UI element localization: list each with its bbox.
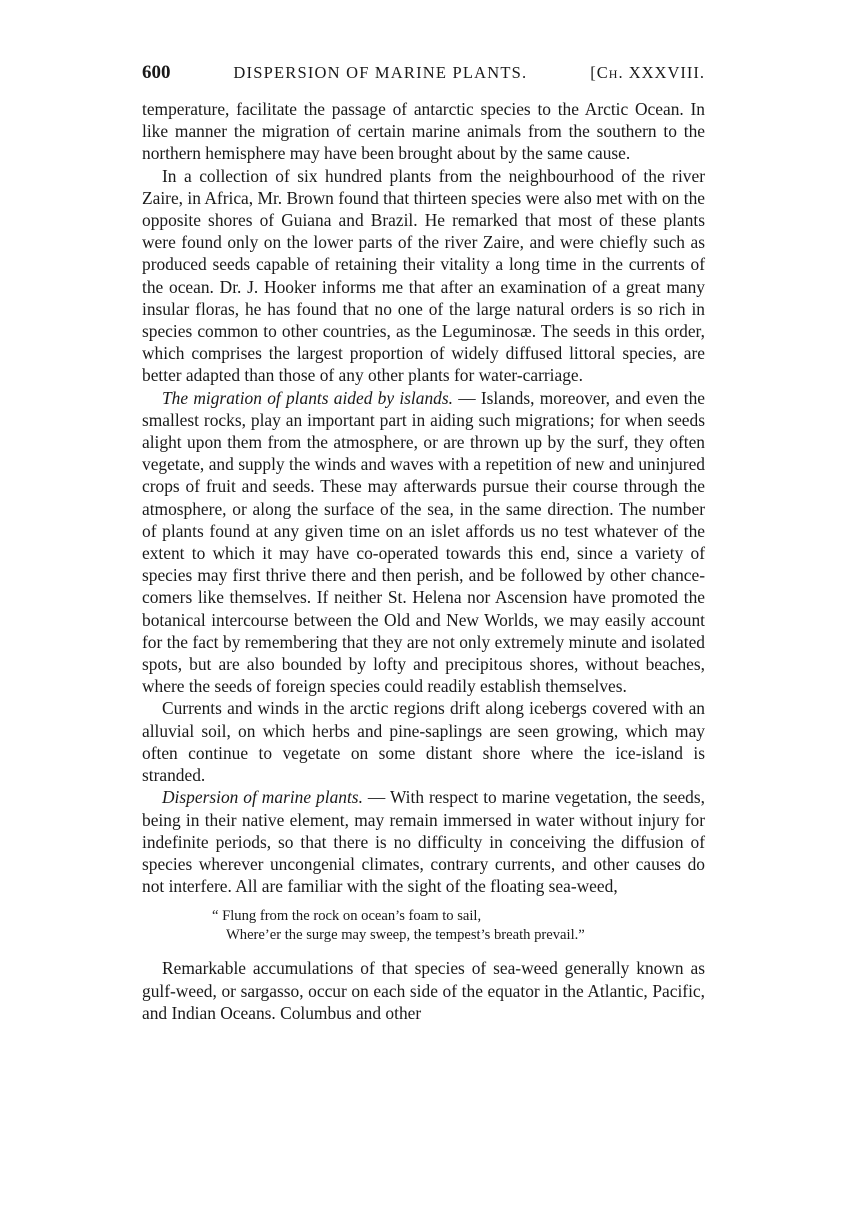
body-text bbox=[142, 98, 705, 1024]
paragraph-islands bbox=[142, 387, 705, 698]
paragraph-text: In a collection of six hundred plants from the neighbourhood of the river Zaire, in Africa, Mr. Brown found that thirteen species were also met with on the opposite shores of Guiana and Brazil. He remarked that most of these plants were found only on the lower parts of the river Zaire, and were chiefly such as produced seeds capable of retaining their vitality a long time in the currents of the ocean. Dr. J. Hooker informs me that after an examination of a great many insular floras, he has found that no one of the large natural orders is so rich in species common to other countries, as the Leguminosæ. The seeds in this order, which comprises the largest proportion of widely diffused littoral species, are better adapted than those of any other plants for water-carriage. bbox=[142, 165, 705, 386]
chapter-label: [Ch. XXXVIII. bbox=[590, 63, 705, 82]
paragraph-marine bbox=[142, 786, 705, 897]
verse-line: “ Flung from the rock on ocean’s foam to sail, bbox=[212, 908, 482, 925]
paragraph-continuation bbox=[142, 98, 705, 165]
side-heading: The migration of plants aided by islands. bbox=[162, 387, 453, 408]
paragraph-sargasso bbox=[142, 957, 705, 1024]
running-head bbox=[142, 62, 705, 92]
running-title: DISPERSION OF MARINE PLANTS. bbox=[233, 63, 528, 82]
paragraph-zaire bbox=[142, 165, 705, 387]
side-heading: Dispersion of marine plants. bbox=[162, 787, 363, 808]
verse-quotation bbox=[142, 907, 705, 945]
page-number: 600 bbox=[142, 62, 171, 83]
paragraph-text: Remarkable accumulations of that species of sea-weed generally known as gulf-weed, or sargasso, occur on each side of the equator in the Atlantic, Pacific, and Indian Oceans. Columbus and other bbox=[142, 958, 705, 1023]
paragraph-text: — With respect to marine vegetation, the seeds, being in their native element, may remain immersed in water without injury for indefinite periods, so that there is no difficulty in conceiving the diffusion of species wherever uncongenial climates, contrary currents, and other causes do not interfere. All are familiar with the sight of the floating sea-weed, bbox=[142, 787, 705, 897]
paragraph-text: — Islands, moreover, and even the smallest rocks, play an important part in aiding such migrations; for when seeds alight upon them from the atmosphere, or are thrown up by the surf, they often vegetate, and supply the winds and waves with a repetition of new and uninjured crops of fruit and seeds. These may afterwards pursue their course through the atmosphere, or along the surface of the sea, in the same direction. The number of plants found at any given time on an islet affords us no test whatever of the extent to which it may have co-operated towards this end, since a variety of species may first thrive there and then perish, and be followed by other chance-comers like themselves. If neither St. Helena nor Ascension have promoted the botanical intercourse between the Old and New Worlds, we may easily account for the fact by remembering that they are not only extremely minute and isolated spots, but are also bounded by lofty and precipitous shores, without beaches, where the seeds of foreign species could readily establish themselves. bbox=[142, 387, 705, 697]
paragraph-icebergs bbox=[142, 697, 705, 786]
paragraph-text: temperature, facilitate the passage of antarctic species to the Arctic Ocean. In like manner the migration of certain marine animals from the southern to the northern hemisphere may have been brought about by the same cause. bbox=[142, 99, 705, 164]
paragraph-text: Currents and winds in the arctic regions drift along icebergs covered with an alluvial soil, on which herbs and pine-saplings are seen growing, which may often continue to vegetate on some distant shore where the ice-island is stranded. bbox=[142, 698, 705, 786]
verse-line: Where’er the surge may sweep, the tempest’s breath prevail.” bbox=[226, 927, 585, 944]
